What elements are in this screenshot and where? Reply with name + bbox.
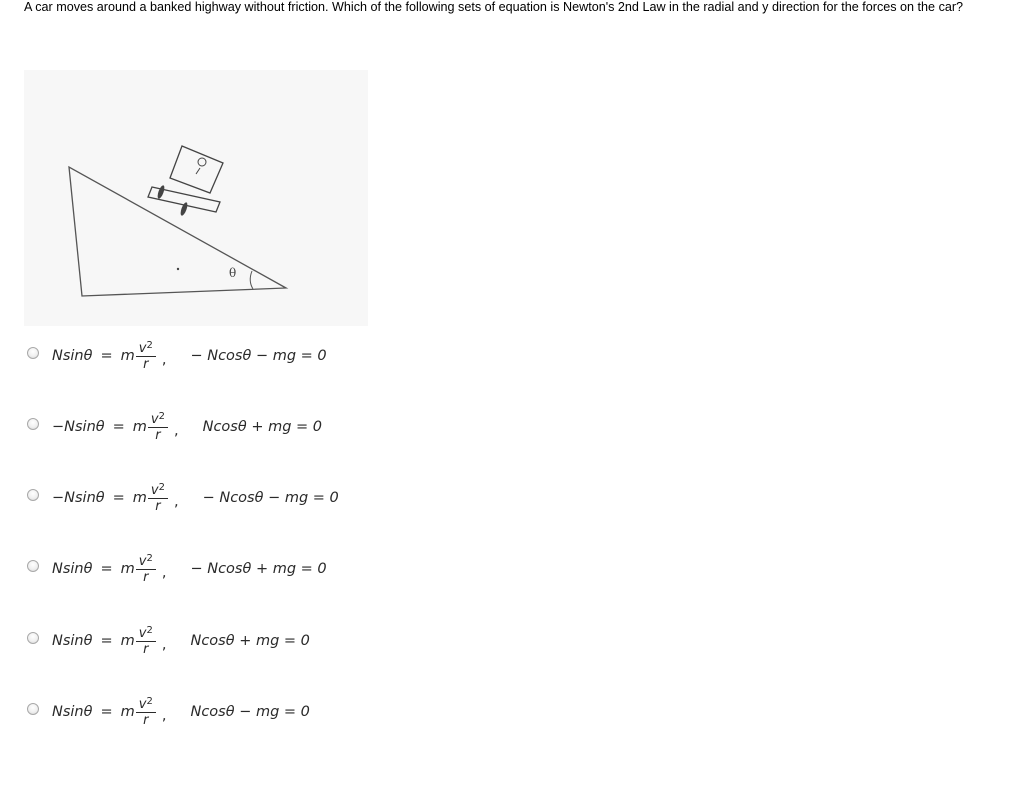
fraction-denominator: r bbox=[143, 713, 149, 728]
equation-lhs: Nsinθ bbox=[52, 347, 93, 364]
banked-highway-sketch bbox=[24, 70, 368, 326]
comma: , bbox=[161, 707, 167, 724]
fraction-denominator: r bbox=[155, 428, 161, 443]
fraction bbox=[148, 481, 168, 514]
fraction-numerator: $v^2$ bbox=[136, 695, 156, 713]
equation-rhs: Ncosθ − mg = 0 bbox=[190, 703, 310, 720]
radio-button[interactable] bbox=[27, 703, 39, 715]
equation-lhs: Nsinθ bbox=[52, 560, 93, 577]
fraction-numerator: $v^2$ bbox=[136, 552, 156, 570]
answer-option[interactable] bbox=[27, 411, 447, 474]
equation-rhs: − Ncosθ − mg = 0 bbox=[202, 489, 339, 506]
equals-sign: = bbox=[100, 347, 113, 364]
radio-button[interactable] bbox=[27, 632, 39, 644]
equation-lhs: −Nsinθ bbox=[52, 418, 105, 435]
dot-mark bbox=[177, 268, 179, 270]
answer-option[interactable] bbox=[27, 482, 447, 545]
equals-sign: = bbox=[100, 632, 113, 649]
answer-option[interactable] bbox=[27, 625, 447, 688]
equation-rhs: − Ncosθ − mg = 0 bbox=[190, 347, 327, 364]
equals-sign: = bbox=[100, 703, 113, 720]
equation-lhs: Nsinθ bbox=[52, 632, 93, 649]
fraction-denominator: r bbox=[143, 570, 149, 585]
question-text: A car moves around a banked highway without friction. Which of the following sets of equation is Newton's 2nd Law in the radial and y direction for the forces on the car? bbox=[24, 0, 964, 14]
equation-lhs: Nsinθ bbox=[52, 703, 93, 720]
equation-rhs: Ncosθ + mg = 0 bbox=[190, 632, 310, 649]
mass-symbol: m bbox=[132, 418, 147, 435]
equation bbox=[52, 410, 322, 443]
equation bbox=[52, 481, 339, 514]
radio-button[interactable] bbox=[27, 489, 39, 501]
radio-button[interactable] bbox=[27, 418, 39, 430]
equation bbox=[52, 624, 310, 657]
mass-symbol: m bbox=[120, 632, 135, 649]
equals-sign: = bbox=[112, 418, 125, 435]
banked-highway-figure bbox=[24, 70, 368, 326]
equation bbox=[52, 695, 310, 728]
fraction bbox=[136, 339, 156, 372]
equation-rhs: − Ncosθ + mg = 0 bbox=[190, 560, 327, 577]
answer-option[interactable] bbox=[27, 553, 447, 616]
radio-button[interactable] bbox=[27, 347, 39, 359]
fraction bbox=[136, 552, 156, 585]
equation bbox=[52, 339, 327, 372]
fraction bbox=[148, 410, 168, 443]
fraction-numerator: $v^2$ bbox=[148, 481, 168, 499]
equals-sign: = bbox=[112, 489, 125, 506]
comma: , bbox=[174, 422, 179, 439]
comma: , bbox=[161, 564, 167, 581]
equation-rhs: Ncosθ + mg = 0 bbox=[202, 418, 323, 435]
mass-symbol: m bbox=[132, 489, 147, 506]
fraction bbox=[136, 695, 156, 728]
equals-sign: = bbox=[100, 560, 113, 577]
fraction-denominator: r bbox=[143, 642, 149, 657]
fraction-denominator: r bbox=[155, 499, 161, 514]
comma: , bbox=[161, 636, 167, 653]
fraction-numerator: $v^2$ bbox=[148, 410, 168, 428]
ramp-triangle bbox=[69, 167, 286, 296]
car-sketch bbox=[148, 146, 223, 216]
fraction-numerator: $v^2$ bbox=[136, 624, 156, 642]
radio-button[interactable] bbox=[27, 560, 39, 572]
mass-symbol: m bbox=[120, 560, 135, 577]
fraction-denominator: r bbox=[143, 357, 149, 372]
mass-symbol: m bbox=[120, 703, 135, 720]
comma: , bbox=[174, 493, 179, 510]
equation-lhs: −Nsinθ bbox=[52, 489, 105, 506]
answer-option[interactable] bbox=[27, 340, 447, 403]
fraction bbox=[136, 624, 156, 657]
equation bbox=[52, 552, 327, 585]
angle-arc bbox=[250, 271, 253, 289]
mass-symbol: m bbox=[120, 347, 135, 364]
answer-option[interactable] bbox=[27, 696, 447, 759]
comma: , bbox=[161, 351, 167, 368]
angle-label: θ bbox=[229, 266, 237, 280]
fraction-numerator: $v^2$ bbox=[136, 339, 156, 357]
